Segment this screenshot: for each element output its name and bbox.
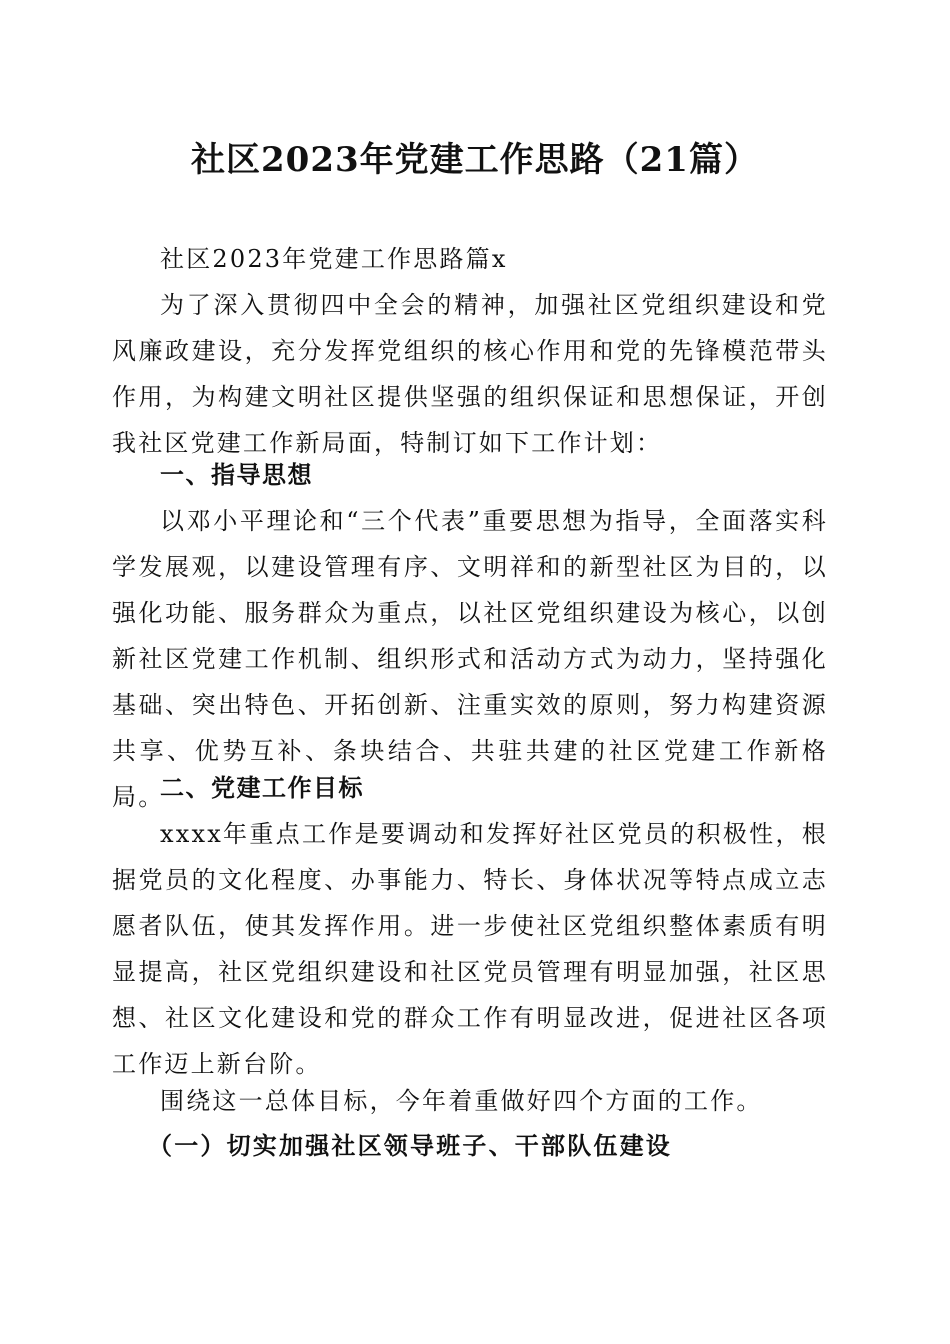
guiding-ideology-paragraph: 以邓小平理论和“三个代表”重要思想为指导，全面落实科学发展观，以建设管理有序、文明祥和的新型社区为目的，以强化功能、服务群众为重点，以社区党组织建设为核心，以创新社区党建工作机制、组织形式和活动方式为动力，坚持强化基础、突出特色、开拓创新、注重实效的原则，努力构建资源共享、优势互补、条块结合、共驻共建的社区党建工作新格局。: [112, 507, 828, 811]
article-subtitle: 社区2023年党建工作思路篇x: [160, 245, 508, 273]
intro-paragraph: 为了深入贯彻四中全会的精神，加强社区党组织建设和党风廉政建设，充分发挥党组织的核心作用和党的先锋模范带头作用，为构建文明社区提供坚强的组织保证和思想保证，开创我社区党建工作新局面，特制订如下工作计划：: [112, 291, 828, 457]
work-goals-paragraph: xxxx年重点工作是要调动和发挥好社区党员的积极性，根据党员的文化程度、办事能力、特长、身体状况等特点成立志愿者队伍，使其发挥作用。进一步使社区党组织整体素质有明显提高，社区党组织建设和社区党员管理有明显加强，社区思想、社区文化建设和党的群众工作有明显改进，促进社区各项工作迈上新台阶。: [112, 820, 828, 1078]
subheading-leadership-team: （一）切实加强社区领导班子、干部队伍建设: [148, 1131, 672, 1160]
document-title: 社区2023年党建工作思路（21篇）: [191, 140, 759, 180]
section-heading-work-goals: 二、党建工作目标: [160, 774, 364, 802]
section-heading-guiding-ideology: 一、指导思想: [160, 461, 313, 489]
goal-summary-paragraph: 围绕这一总体目标，今年着重做好四个方面的工作。: [160, 1087, 763, 1115]
